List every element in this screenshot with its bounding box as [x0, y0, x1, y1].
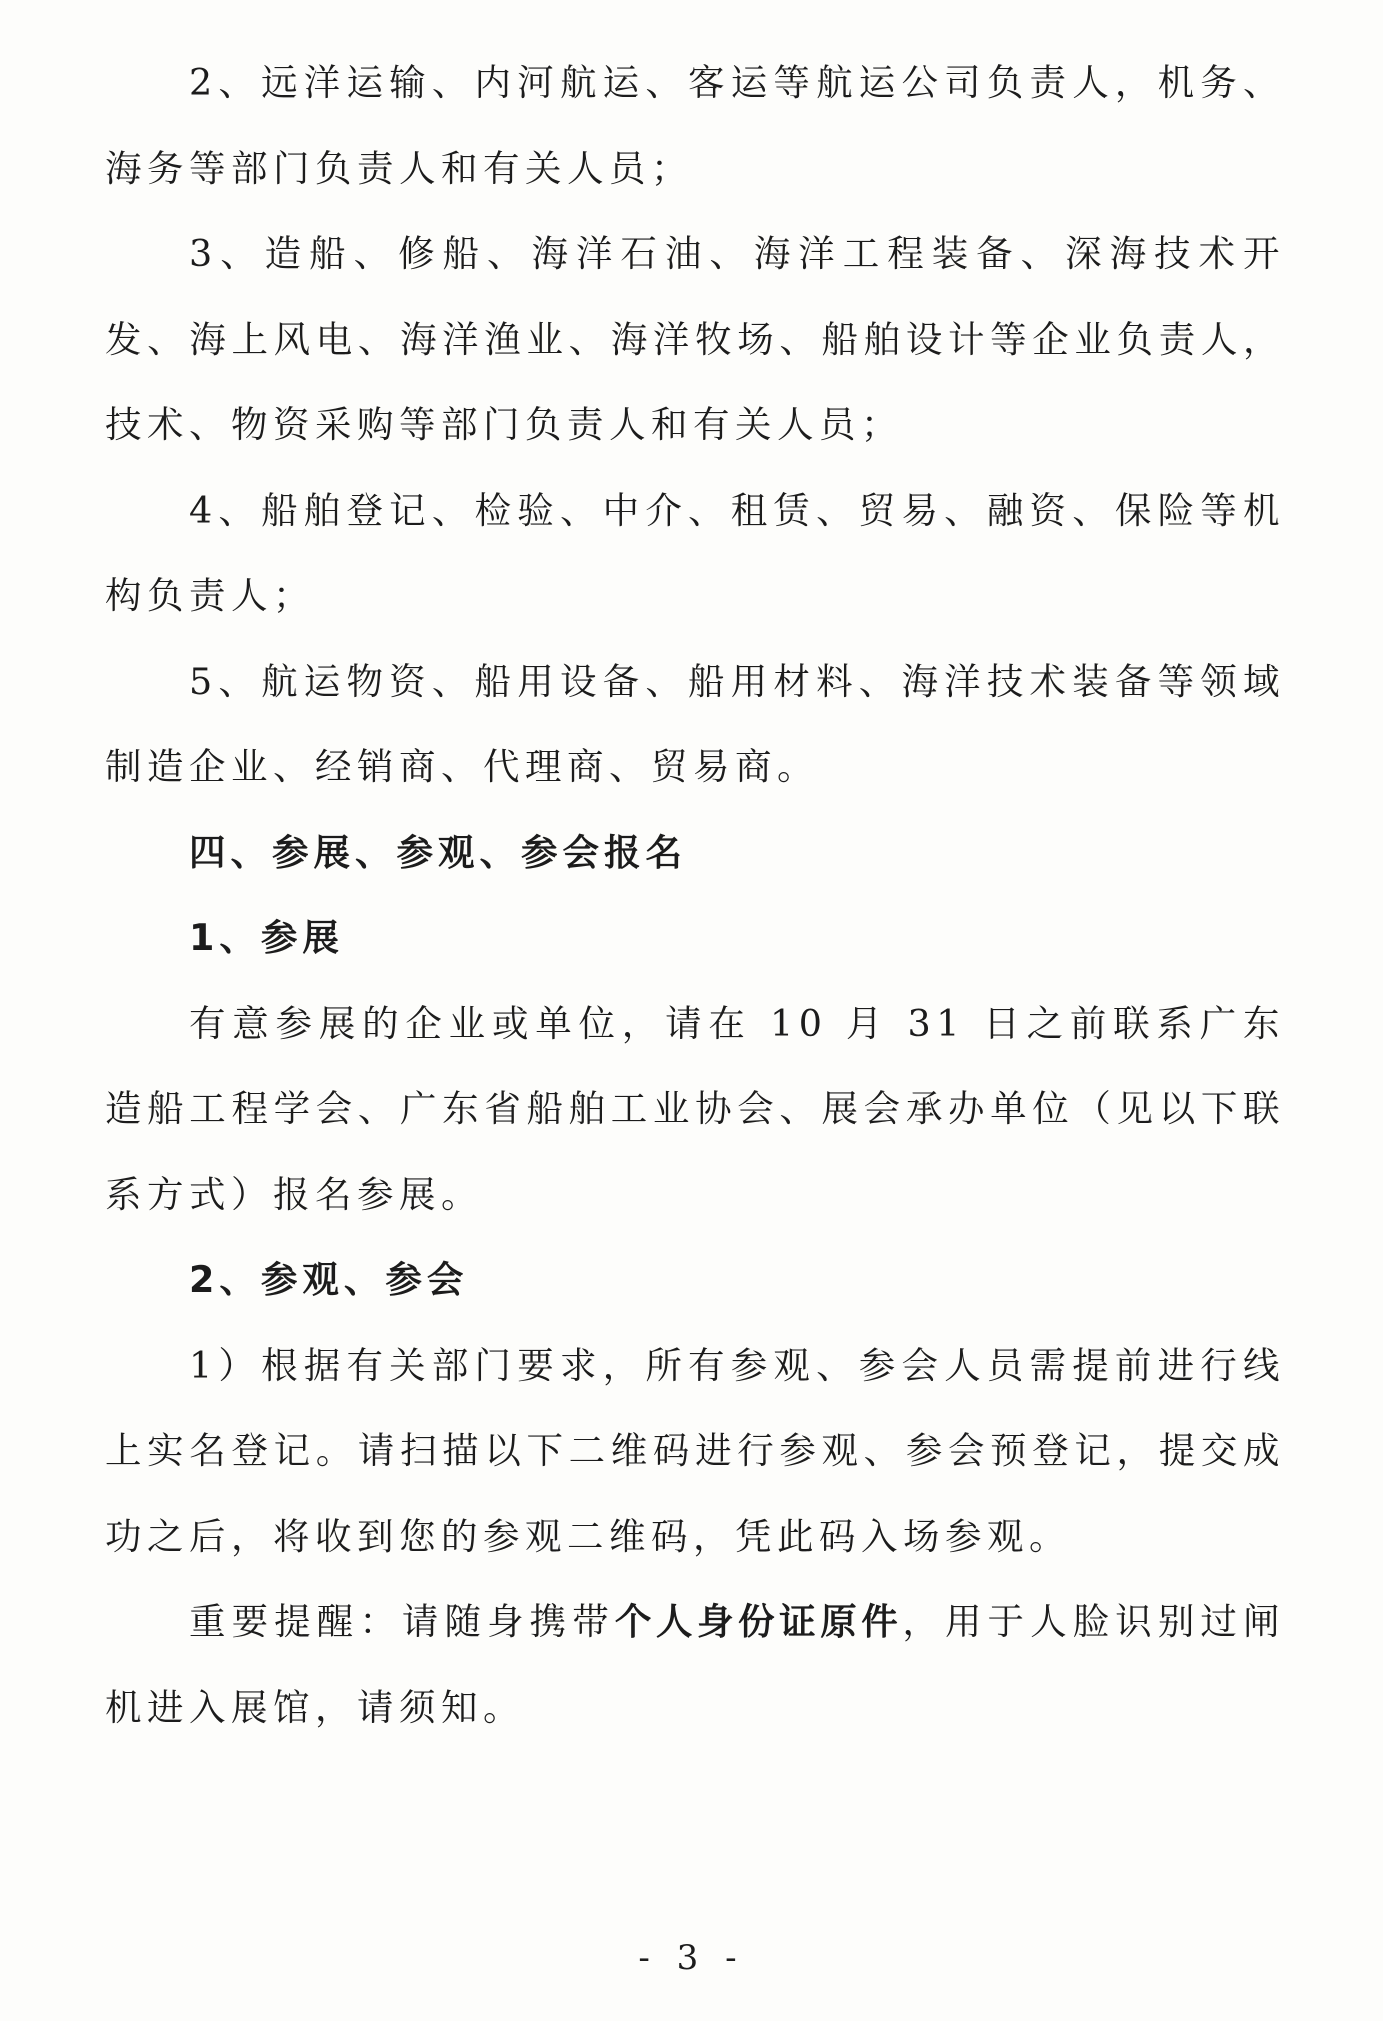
- document-body: [105, 40, 1285, 1750]
- exhibit-paragraph: 有意参展的企业或单位，请在 10 月 31 日之前联系广东造船工程学会、广东省船舶工业协会、展会承办单位（见以下联系方式）报名参展。: [105, 1001, 1285, 1216]
- reminder-text-after: ，用于人脸识别过闸机进入展馆，请须知。: [105, 1600, 1286, 1729]
- reminder-text-before: 重要提醒：请随身携带: [189, 1600, 615, 1643]
- list-item-ship-services: 4、船舶登记、检验、中介、租赁、贸易、融资、保险等机构负责人；: [105, 488, 1285, 617]
- subheading-exhibit: 1、参展: [189, 916, 344, 959]
- page-number: - 3 -: [638, 1938, 745, 1978]
- visit-registration-paragraph: 1）根据有关部门要求，所有参观、参会人员需提前进行线上实名登记。请扫描以下二维码进行参观、参会预登记，提交成功之后，将收到您的参观二维码，凭此码入场参观。: [105, 1343, 1285, 1558]
- list-item-shipbuilding-enterprises: 3、造船、修船、海洋石油、海洋工程装备、深海技术开发、海上风电、海洋渔业、海洋牧场、船舶设计等企业负责人，技术、物资采购等部门负责人和有关人员；: [105, 232, 1285, 446]
- subheading-visit-attend: 2、参观、参会: [189, 1258, 469, 1301]
- reminder-id-card-emphasis: 个人身份证原件: [614, 1600, 903, 1643]
- list-item-shipping-companies: 2、远洋运输、内河航运、客运等航运公司负责人，机务、海务等部门负责人和有关人员；: [105, 61, 1285, 190]
- important-reminder-paragraph: [105, 1579, 1285, 1750]
- section-heading-registration: 四、参展、参观、参会报名: [189, 830, 687, 874]
- list-item-equipment-suppliers: 5、航运物资、船用设备、船用材料、海洋技术装备等领域制造企业、经销商、代理商、贸易商。: [105, 659, 1285, 788]
